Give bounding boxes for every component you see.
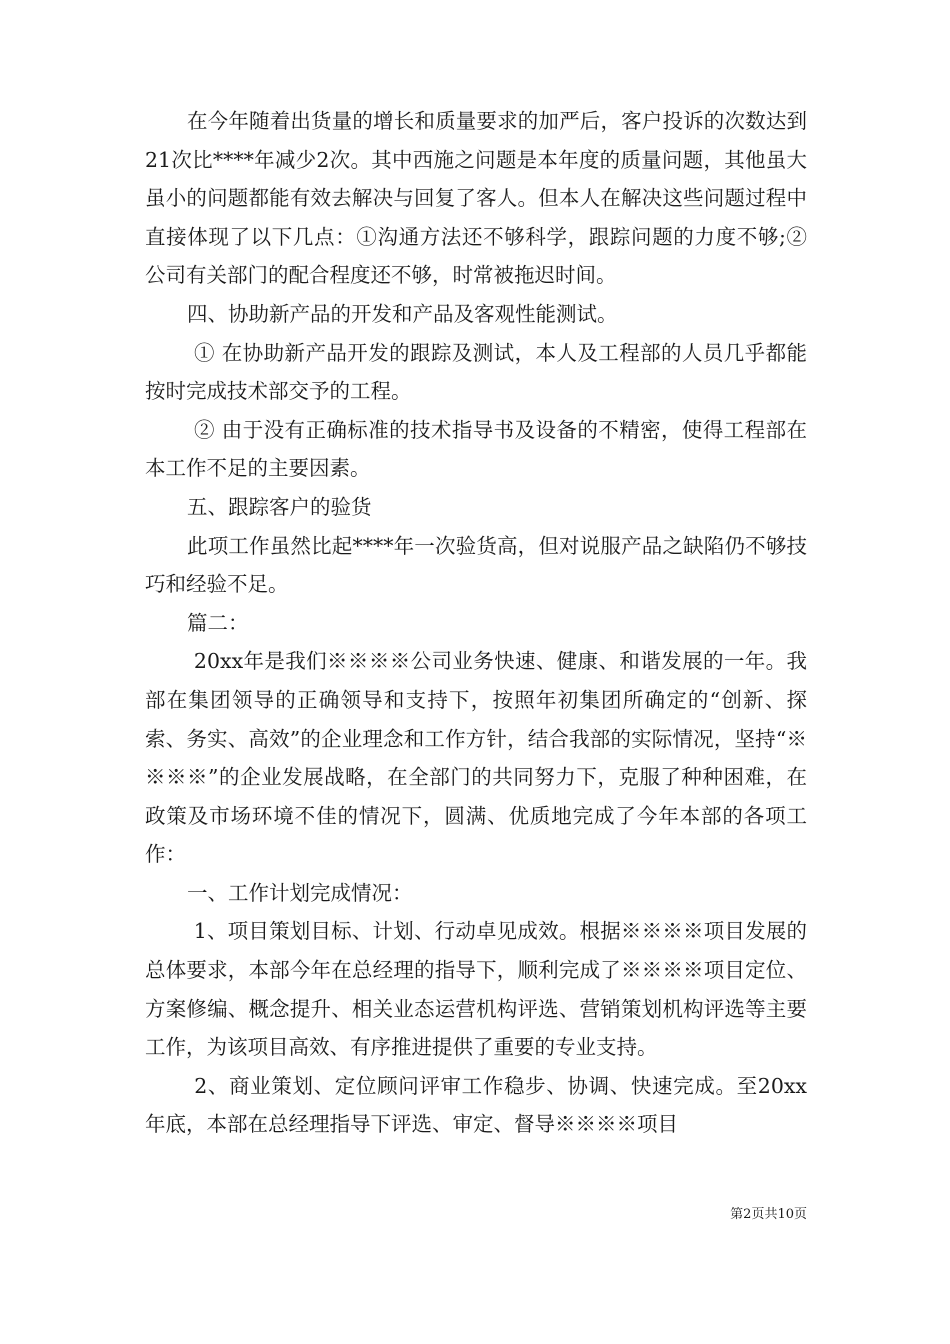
section-title-part-two: 篇二： [187, 610, 249, 635]
document-body [145, 102, 814, 1144]
heading-inspection: 五、跟踪客户的验货 [187, 494, 372, 519]
paragraph-intro: 20xx年是我们※※※※公司业务快速、健康、和谐发展的一年。我部在集团领导的正确领导和支持下，按照年初集团所确定的“创新、探索、务实、高效”的企业理念和工作方针，结合我部的实际情况，坚持“※※※※”的企业发展战略，在全部门的共同努力下，克服了种种困难，在政策及市场环境不佳的情况下，圆满、优质地完成了今年本部的各项工作： [145, 649, 807, 867]
paragraph-work-plan-2: 2、商业策划、定位顾问评审工作稳步、协调、快速完成。至20xx年底，本部在总经理指导下评选、审定、督导※※※※项目 [145, 1073, 807, 1137]
paragraph-inspection: 此项工作虽然比起****年一次验货高，但对说服产品之缺陷仍不够技巧和经验不足。 [145, 533, 807, 597]
paragraph-complaints: 在今年随着出货量的增长和质量要求的加严后，客户投诉的次数达到21次比****年减少2次。其中西施之问题是本年度的质量问题，其他虽大虽小的问题都能有效去解决与回复了客人。但本人在解决这些问题过程中直接体现了以下几点：①沟通方法还不够科学，跟踪问题的力度不够;② 公司有关部门的配合程度还不够，时常被拖迟时间。 [145, 109, 814, 288]
heading-new-product: 四、协助新产品的开发和产品及客观性能测试。 [187, 301, 618, 326]
paragraph-work-plan-1: 1、项目策划目标、计划、行动卓见成效。根据※※※※项目发展的总体要求，本部今年在总经理的指导下，顺利完成了※※※※项目定位、方案修编、概念提升、相关业态运营机构评选、营销策划机构评选等主要工作，为该项目高效、有序推进提供了重要的专业支持。 [145, 919, 807, 1060]
page-number-footer: 第2页共10页 [730, 1207, 807, 1222]
paragraph-new-product-2: ② 由于没有正确标准的技术指导书及设备的不精密，使得工程部在本工作不足的主要因素。 [145, 417, 807, 481]
paragraph-new-product-1: ① 在协助新产品开发的跟踪及测试，本人及工程部的人员几乎都能按时完成技术部交予的工程。 [145, 340, 807, 404]
heading-work-plan: 一、工作计划完成情况： [187, 880, 413, 905]
